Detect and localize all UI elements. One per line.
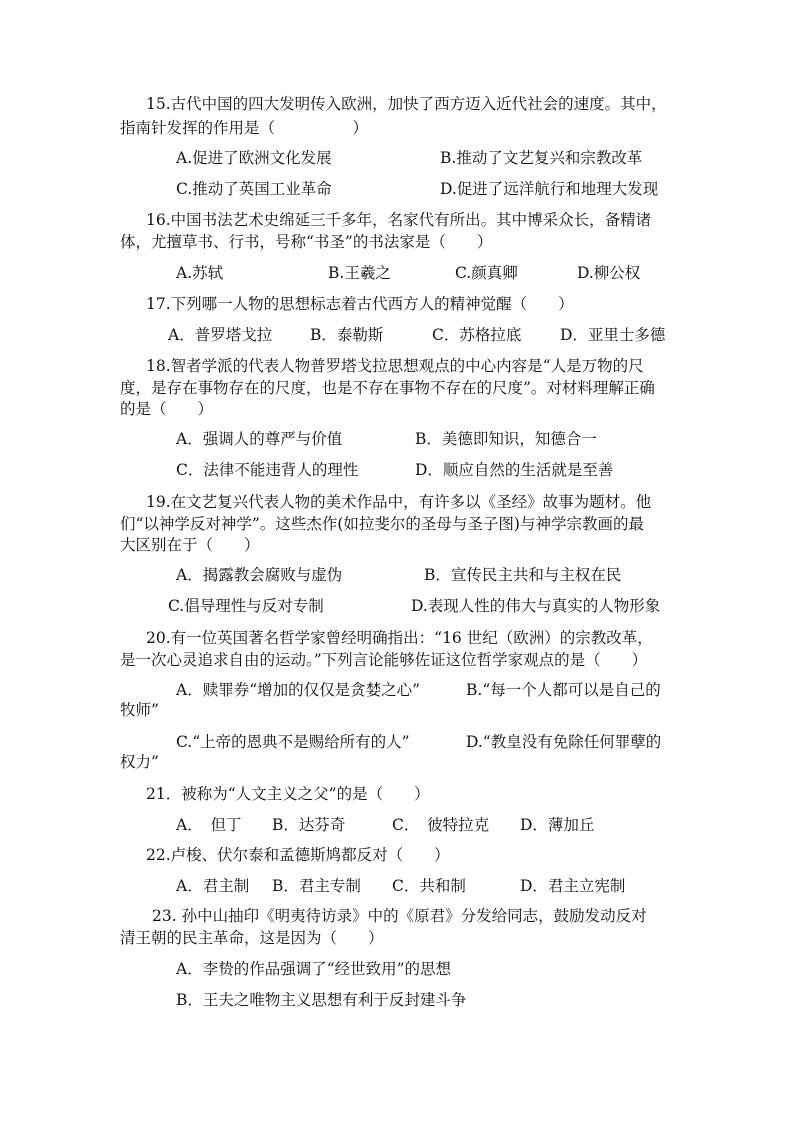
option-d: D.促进了远洋航行和地理大发现 — [440, 180, 659, 198]
question-23-text: 清王朝的民主革命，这是因为（ ） — [120, 929, 384, 947]
option-a: A．普罗塔戈拉 — [168, 326, 273, 344]
option-b: B．宣传民主共和与主权在民 — [424, 566, 622, 584]
option-b: B．君主专制 — [272, 877, 361, 895]
option-d: D.“教皇没有免除任何罪孽的 — [466, 733, 662, 751]
question-19-text: 们“以神学反对神学”。这些杰作(如拉斐尔的圣母与圣子图)与神学宗教画的最 — [120, 515, 644, 533]
option-c: C．苏格拉底 — [432, 326, 522, 344]
question-16-text: 16.中国书法艺术史绵延三千多年，名家代有所出。其中博采众长，备精诸 — [146, 211, 652, 229]
question-21-text: 21．被称为“人文主义之父”的是（ ） — [146, 785, 430, 803]
option-b: B.推动了文艺复兴和宗教改革 — [440, 149, 643, 167]
question-18-text: 度，是存在事物存在的尺度，也是不存在事物不存在的尺度”。对材料理解正确 — [120, 379, 655, 397]
question-19-text: 大区别在于（ ） — [120, 536, 260, 554]
option-c: C． 彼特拉克 — [392, 816, 490, 834]
option-c: C．法律不能违背人的理性 — [176, 461, 359, 479]
option-d: D．亚里士多德 — [560, 326, 666, 344]
option-b: B.王羲之 — [328, 264, 391, 282]
option-a: A． 但丁 — [176, 816, 242, 834]
option-c: C.推动了英国工业革命 — [176, 180, 332, 198]
option-a: A．强调人的尊严与价值 — [176, 430, 343, 448]
question-20-text: 20.有一位英国著名哲学家曾经明确指出：“16 世纪（欧洲）的宗教改革， — [146, 629, 653, 647]
option-a: A．赎罪券“增加的仅仅是贪婪之心” — [176, 681, 421, 699]
option-c: C.“上帝的恩典不是赐给所有的人” — [176, 733, 410, 751]
option-a: A．君主制 — [176, 877, 250, 895]
option-b: B．达芬奇 — [272, 816, 346, 834]
option-d-continued: 权力” — [120, 753, 159, 771]
option-c: C．共和制 — [392, 877, 466, 895]
option-d: D．薄加丘 — [520, 816, 595, 834]
option-a: A．揭露教会腐败与虚伪 — [176, 566, 343, 584]
option-d: D．顺应自然的生活就是至善 — [415, 461, 614, 479]
question-20-text: 是一次心灵追求自由的运动。”下列言论能够佐证这位哲学家观点的是（ ） — [120, 651, 648, 669]
question-18-text: 的是（ ） — [120, 400, 214, 418]
option-c: C.颜真卿 — [455, 264, 518, 282]
question-15-text: 指南针发挥的作用是（ ） — [120, 119, 369, 137]
option-b-continued: 牧师” — [120, 701, 159, 719]
question-16-text: 体，尤擅草书、行书，号称“书圣”的书法家是（ ） — [120, 233, 493, 251]
question-23-text: 23. 孙中山抽印《明夷待访录》中的《原君》分发给同志，鼓励发动反对 — [152, 907, 647, 925]
question-22-text: 22.卢梭、伏尔泰和孟德斯鸠都反对（ ） — [146, 846, 450, 864]
option-b: B.“每一个人都可以是自己的 — [466, 681, 661, 699]
option-b: B．王夫之唯物主义思想有利于反封建斗争 — [176, 991, 467, 1009]
option-d: D.表现人性的伟大与真实的人物形象 — [411, 597, 661, 615]
question-19-text: 19.在文艺复兴代表人物的美术作品中，有许多以《圣经》故事为题材。他 — [146, 493, 652, 511]
question-15-text: 15.古代中国的四大发明传入欧洲，加快了西方迈入近代社会的速度。其中， — [146, 95, 667, 113]
option-d: D．君主立宪制 — [520, 877, 626, 895]
option-a: A.苏轼 — [176, 264, 224, 282]
option-a: A.促进了欧洲文化发展 — [176, 149, 332, 167]
option-d: D.柳公权 — [577, 264, 641, 282]
option-c: C.倡导理性与反对专制 — [168, 597, 324, 615]
option-b: B．美德即知识，知德合一 — [415, 430, 597, 448]
question-18-text: 18.智者学派的代表人物普罗塔戈拉思想观点的中心内容是“人是万物的尺 — [146, 357, 644, 375]
question-17-text: 17.下列哪一人物的思想标志着古代西方人的精神觉醒（ ） — [146, 295, 574, 313]
option-a: A．李贽的作品强调了“经世致用”的思想 — [176, 960, 452, 978]
option-b: B．泰勒斯 — [310, 326, 384, 344]
